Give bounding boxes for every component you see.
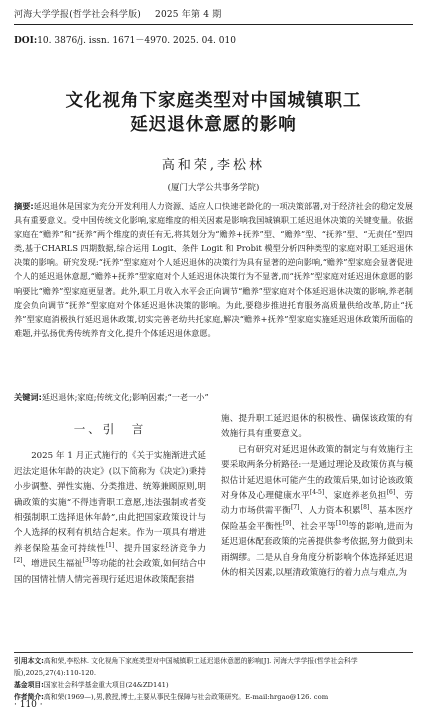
intro-text-c: 、增进民生福祉 [22,559,83,570]
funding-text: 国家社会科学基金重大项目(24&ZD141) [43,681,169,689]
ref-1: [1] [105,541,115,549]
citation-text: 高和荣,李松林. 文化视角下家庭类型对中国城镇职工延迟退休意愿的影响[J]. 河海大学学报(哲学社会科学版),2025,27(4):110-120. [14,657,358,677]
doi-label: DOI: [14,36,38,46]
ref-8: [8] [360,504,370,512]
page-number: · 110 · [14,700,43,710]
lit-text-b: 、家庭养老负担 [324,491,387,502]
lit-text-f: 、社会平等 [291,521,336,532]
intro-text-d: 等功能的社会政策,如何结合中国的国情社情人情完善现行延迟退休政策配套措 [14,559,206,585]
abstract [14,199,413,340]
footnote-rule [14,652,413,653]
intro-paragraph [14,449,206,588]
doi-line [14,33,236,46]
ref-3: [3] [82,557,92,565]
lit-text-c: 、劳动力市场供需平衡 [221,491,413,517]
abstract-label: 摘要: [14,201,34,211]
lit-text-d: 、人力资本积累 [299,506,361,517]
header-rule [14,24,413,25]
journal-name: 河海大学学报(哲学社会科学版) [14,10,142,20]
keywords [14,392,413,403]
running-header [14,7,221,20]
ref-10: [10] [335,519,349,527]
authors: 高和荣,李松林 [161,158,266,173]
ref-2: [2] [14,557,23,565]
funding-footnote [14,679,413,691]
ref-7: [7] [290,504,300,512]
keywords-text: 延迟退休;家庭;传统文化;影响因素;“一老一小” [41,392,209,402]
ref-4-5: [4-5] [309,489,325,497]
author-bio-label: 作者简介: [14,693,44,701]
abstract-text: 延迟退休是国家为充分开发利用人力资源、适应人口快速老龄化的一项决策部署,对于经济社会的稳定发展具有重要意义。受中国传统文化影响,家庭维度的相关因素是影响我国城镇职工延迟退休决策的关键变量。依据家庭在“赡养”和“抚养”两个维度的责任有无,将其划分为“赡养+抚养”型、“赡养”型、“抚养”型、“无责任”型四类,基于CHARLS 四期数据,综合运用 Logit、条件 Logit 和 Probit 模型分析四种类型的家庭对职工延迟退休决策的影响。研究发现:“抚养”型家庭对个人延迟退休的决策行为具有显著的逆向影响,“赡养”型家庭会显著促进个人的延迟退休意愿,“赡养+抚养”型家庭对个人延迟退休决策行为不显著,而“抚养”型家庭对延迟退休意愿的影响要比“赡养”型家庭更显著。此外,职工月收入水平会正向调节“赡养”型家庭对个体延迟退休决策的影响,养老制度会负向调节“抚养”型家庭对个体延迟退休决策的影响。为此,要稳步推进托育服务高质量供给改革,防止“抚养”型家庭消极执行延迟退休政策,切实完善老幼共托家庭,解决“赡养+抚养”型家庭实施延迟退休政策所面临的难题,并弘扬优秀传统养育文化,提升个体延迟退休意愿。 [14,201,413,338]
intro-continuation: 施、提升职工延迟退休的积极性、确保该政策的有效施行具有重要意义。 [221,414,413,440]
ref-6: [6] [386,489,396,497]
intro-text-a: 2025 年 1 月正式施行的《关于实施渐进式延迟法定退休年龄的决定》(以下简称为《决定》)秉持小步调整、弹性实施、分类推进、统筹兼顾原则,明确政策的实施“不得违背职工意愿,违法强制或者变相强制职工选择退休年龄”,由此把国家政策设计与个人选择的权利有机结合起来。作为一项具有增进养老保险基金可持续性 [14,451,206,554]
right-column [221,412,413,581]
literature-paragraph [221,443,413,582]
ref-9: [9] [282,519,292,527]
citation-footnote [14,655,413,679]
section-heading: 一、引 言 [73,422,147,436]
issue-label: 2025 年第 4 期 [155,10,222,20]
intro-text-b: 、提升国家经济竞争力 [114,543,206,554]
lit-text-g: 等的影响,进而为延迟退休配套政策的完善提供参考依据,努力做到未雨绸缪。二是从自身角度分析影响个体选择延迟退休的相关因素,以厘清政策施行的着力点与难点,为 [221,521,413,579]
keywords-label: 关键词: [14,392,42,402]
author-bio-text: 高和荣(1969—),男,教授,博士,主要从事民生保障与社会政策研究。E-mail:hrgao@126. com [43,693,329,701]
lit-text-a: 已有研究对延迟退休政策的制定与有效施行主要采取两条分析路径:一是通过理论及政策仿真与模拟估计延迟退休可能产生的政策后果,如讨论该政策对身体及心理健康水平 [221,444,413,502]
left-column [14,412,206,588]
author-footnote [14,691,413,703]
title-line-1: 文化视角下家庭类型对中国城镇职工 [65,91,362,111]
citation-label: 引用本文: [14,657,44,665]
affiliation: (厦门大学公共事务学院) [167,183,260,193]
lit-text-e: 、基本医疗保险基金平衡性 [221,506,413,532]
funding-label: 基金项目: [14,681,44,689]
title-line-2: 延迟退休意愿的影响 [130,115,297,135]
doi-value: 10. 3876/j. issn. 1671－4970. 2025. 04. 010 [37,36,236,46]
